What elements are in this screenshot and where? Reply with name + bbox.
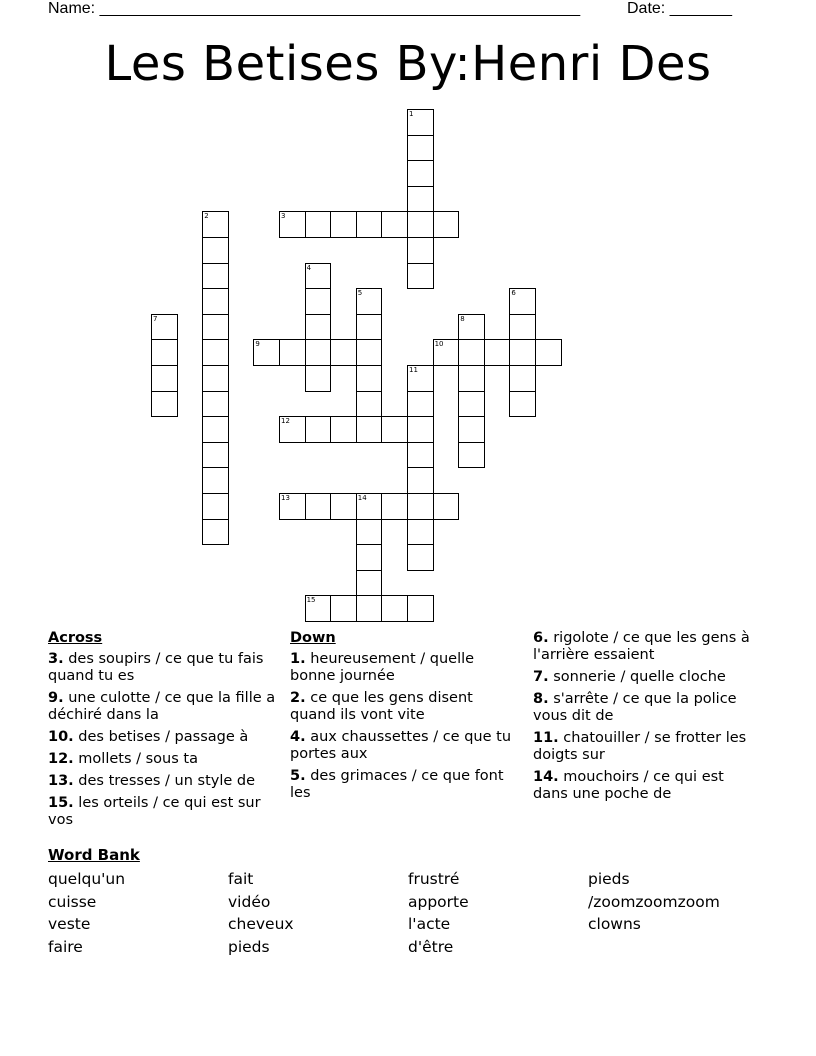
crossword-cell[interactable] [202,263,229,290]
clue-number: 5 [357,289,363,298]
across-clue: 3. des soupirs / ce que tu fais quand tu es [48,651,264,684]
word-bank-column [48,868,125,958]
crossword-cell[interactable] [305,493,332,520]
crossword-cell[interactable] [305,339,332,366]
word-bank-item: cuisse [48,892,97,911]
down-clue: 4. aux chaussettes / ce que tu portes aux [290,729,512,762]
across-clue: 12. mollets / sous ta [48,751,198,767]
crossword-cell[interactable] [330,595,357,622]
down-clue: 14. mouchoirs / ce qui est dans une poche de [533,769,724,802]
crossword-cell[interactable] [202,493,229,520]
crossword-cell[interactable] [202,339,229,366]
clue-number: 7 [153,314,158,323]
down-clue: 5. des grimaces / ce que font les [290,768,504,801]
crossword-cell[interactable] [433,339,460,366]
crossword-cell[interactable] [484,339,511,366]
crossword-cell[interactable] [305,365,332,392]
crossword-cell[interactable] [509,391,536,418]
crossword-cell[interactable] [458,365,485,392]
crossword-cell[interactable] [202,314,229,341]
word-bank-heading: Word Bank [48,846,140,864]
crossword-cell[interactable] [381,211,408,238]
word-bank-item: cheveux [228,915,294,934]
crossword-cell[interactable] [279,211,306,238]
crossword-cell[interactable] [202,467,229,494]
name-field-label: Name: ______________________________________________________ [48,0,581,17]
crossword-cell[interactable] [151,365,178,392]
word-bank-item: l'acte [408,915,451,934]
crossword-cell[interactable] [202,442,229,469]
crossword-cell[interactable] [305,416,332,443]
crossword-cell[interactable] [356,570,383,597]
crossword-cell[interactable] [509,288,536,315]
down-clues-col2 [533,630,763,808]
crossword-cell[interactable] [202,365,229,392]
crossword-cell[interactable] [407,365,434,392]
clue-number: 1 [409,110,414,118]
crossword-cell[interactable] [151,391,178,418]
down-clue: 8. s'arrête / ce que la police vous dit de [533,691,737,724]
crossword-cell[interactable] [458,391,485,418]
word-bank-item: /zoomzoomzoom [588,892,720,911]
crossword-cell[interactable] [407,237,434,264]
crossword-cell[interactable] [381,595,408,622]
date-field-label: Date: _______ [627,0,732,17]
across-clue: 15. les orteils / ce qui est sur vos [48,795,261,828]
clue-number: 14 [357,494,367,502]
word-bank-item: apporte [408,892,469,911]
crossword-cell[interactable] [305,595,332,622]
crossword-cell[interactable] [509,339,536,366]
crossword-cell[interactable] [381,493,408,520]
crossword-cell[interactable] [356,211,383,238]
crossword-cell[interactable] [151,339,178,366]
word-bank-item: pieds [228,937,270,956]
word-bank-item: clowns [588,915,641,934]
word-bank-item: veste [48,915,91,934]
crossword-cell[interactable] [202,211,229,238]
word-bank-item: fait [228,870,254,888]
clue-number: 3 [281,212,286,221]
word-bank-item: frustré [408,870,460,888]
crossword-cell[interactable] [202,391,229,418]
crossword-cell[interactable] [356,288,383,315]
down-clue: 7. sonnerie / quelle cloche [533,669,726,685]
across-clue: 9. une culotte / ce que la fille a déchiré dans la [48,690,276,723]
crossword-cell[interactable] [356,493,383,520]
crossword-cell[interactable] [509,365,536,392]
crossword-cell[interactable] [407,442,434,469]
word-bank-column [228,868,294,958]
clue-number: 6 [511,289,516,298]
crossword-cell[interactable] [356,416,383,443]
crossword-cell[interactable] [279,339,306,366]
crossword-cell[interactable] [458,314,485,341]
crossword-cell[interactable] [535,339,562,366]
crossword-cell[interactable] [202,416,229,443]
crossword-cell[interactable] [407,211,434,238]
crossword-cell[interactable] [202,288,229,315]
crossword-cell[interactable] [407,263,434,290]
clue-number: 8 [460,314,465,323]
crossword-cell[interactable] [305,314,332,341]
crossword-cell[interactable] [202,519,229,546]
crossword-cell[interactable] [433,493,460,520]
word-bank-item: faire [48,937,83,956]
crossword-cell[interactable] [509,314,536,341]
crossword-cell[interactable] [330,211,357,238]
crossword-cell[interactable] [433,211,460,238]
crossword-cell[interactable] [202,237,229,264]
word-bank-item: quelqu'un [48,870,126,888]
clue-number: 13 [281,494,290,502]
crossword-cell[interactable] [279,493,306,520]
crossword-cell[interactable] [458,416,485,443]
crossword-cell[interactable] [407,467,434,494]
crossword-cell[interactable] [356,544,383,571]
crossword-cell[interactable] [151,314,178,341]
crossword-cell[interactable] [330,416,357,443]
across-heading: Across [48,630,103,646]
down-clues-col1 [290,630,520,807]
crossword-cell[interactable] [305,211,332,238]
crossword-cell[interactable] [279,416,306,443]
crossword-cell[interactable] [407,595,434,622]
crossword-cell[interactable] [407,135,434,162]
crossword-cell[interactable] [356,314,383,341]
crossword-cell[interactable] [407,416,434,443]
clue-number: 15 [306,596,316,605]
crossword-cell[interactable] [407,186,434,213]
crossword-cell[interactable] [407,160,434,187]
down-clue: 6. rigolote / ce que les gens à l'arrière essaient [533,630,750,663]
crossword-cell[interactable] [253,339,280,366]
crossword-cell[interactable] [407,544,434,571]
crossword-cell[interactable] [356,365,383,392]
crossword-cell[interactable] [305,263,332,290]
page-title: Les Betises By:Henri Des [104,36,712,92]
clue-number: 9 [255,340,260,349]
crossword-cell[interactable] [305,288,332,315]
word-bank-column [408,868,469,958]
crossword-cell[interactable] [356,391,383,418]
down-clue: 1. heureusement / quelle bonne journée [290,651,475,684]
word-bank-item: d'être [408,937,454,956]
crossword-cell[interactable] [407,391,434,418]
crossword-cell[interactable] [407,519,434,546]
down-heading: Down [290,630,336,646]
word-bank-item: pieds [588,870,630,888]
crossword-cell[interactable] [356,595,383,622]
crossword-cell[interactable] [381,416,408,443]
clue-number: 2 [204,212,209,221]
across-clues [48,630,278,834]
crossword-cell[interactable] [407,109,434,136]
across-clue: 10. des betises / passage à [48,729,249,745]
crossword-cell[interactable] [356,339,383,366]
crossword-cell[interactable] [356,519,383,546]
down-clue: 11. chatouiller / se frotter les doigts sur [533,730,747,763]
down-clue: 2. ce que les gens disent quand ils vont vite [290,690,473,723]
across-clue: 13. des tresses / un style de [48,773,256,789]
word-bank-item: vidéo [228,892,271,911]
crossword-cell[interactable] [330,493,357,520]
crossword-cell[interactable] [407,493,434,520]
crossword-cell[interactable] [458,442,485,469]
clue-number: 4 [306,263,312,272]
clue-number: 11 [409,366,418,374]
word-bank-column [588,868,720,936]
crossword-cell[interactable] [330,339,357,366]
crossword-cell[interactable] [458,339,485,366]
clue-number: 10 [434,340,444,349]
clue-number: 12 [281,417,290,426]
